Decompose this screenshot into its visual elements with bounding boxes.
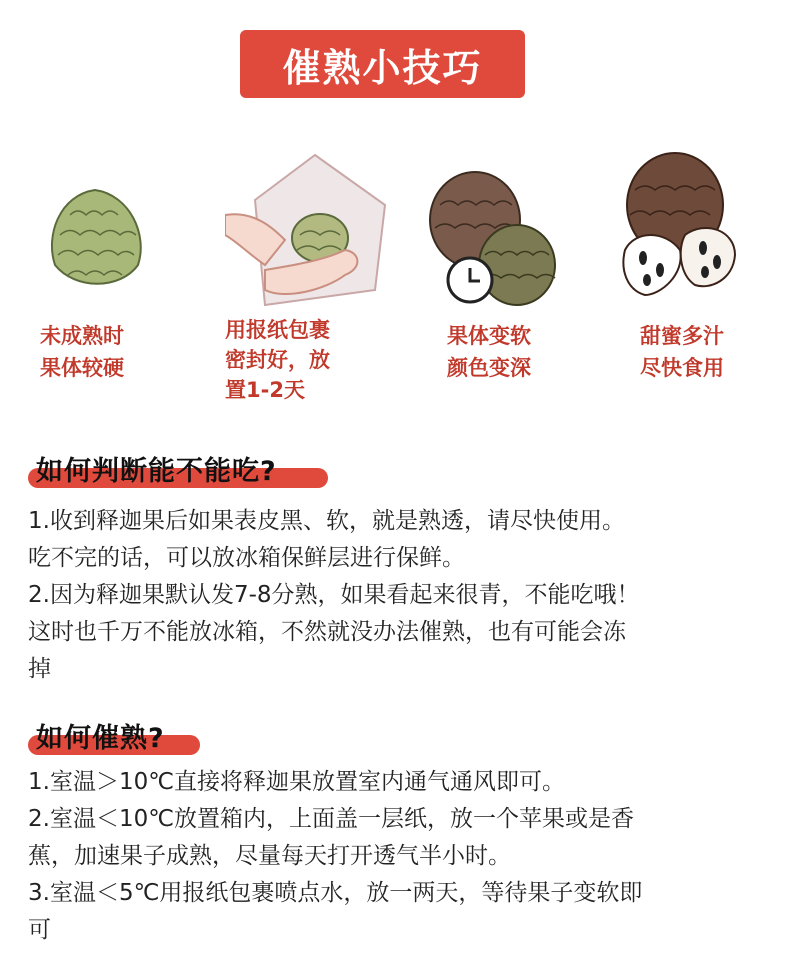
step-ripening-caption <box>447 320 637 384</box>
text-line: 3.室温＜5℃用报纸包裹喷点水，放一两天，等待果子变软即 <box>28 880 643 906</box>
section-judge-body <box>28 503 768 688</box>
section-ripen-heading <box>28 713 165 757</box>
text-line: 1.室温＞10℃直接将释迦果放置室内通气通风即可。 <box>28 769 566 795</box>
step-wrap <box>225 120 415 420</box>
newspaper-wrap-icon <box>225 140 415 320</box>
step-unripe <box>40 120 230 420</box>
caption-line: 果体较硬 <box>40 356 124 380</box>
text-line: 这时也千万不能放冰箱，不然就没办法催熟，也有可能会冻 <box>28 619 626 645</box>
page-title: 催熟小技巧 <box>240 30 525 98</box>
step-unripe-caption <box>40 320 230 384</box>
step-wrap-caption <box>225 315 415 405</box>
ripening-steps <box>0 120 790 420</box>
step-ready <box>615 120 790 420</box>
caption-line: 未成熟时 <box>40 324 124 348</box>
caption-line: 用报纸包裹 <box>225 318 330 342</box>
step-ripening <box>425 120 615 420</box>
caption-line: 甜蜜多汁 <box>640 324 724 348</box>
text-line: 可 <box>28 917 51 943</box>
text-line: 吃不完的话，可以放冰箱保鲜层进行保鲜。 <box>28 545 465 571</box>
cut-fruit-icon <box>615 140 740 305</box>
text-line: 2.室温＜10℃放置箱内，上面盖一层纸，放一个苹果或是香 <box>28 806 635 832</box>
text-line: 掉 <box>28 656 51 682</box>
text-line: 2.因为释迦果默认发7-8分熟，如果看起来很青，不能吃哦！ <box>28 582 640 608</box>
caption-line: 果体变软 <box>447 324 531 348</box>
ripening-clock-icon <box>425 140 565 310</box>
section-judge-heading <box>28 446 277 490</box>
caption-line: 尽快食用 <box>640 356 724 380</box>
caption-line: 颜色变深 <box>447 356 531 380</box>
text-line: 蕉，加速果子成熟，尽量每天打开透气半小时。 <box>28 843 511 869</box>
heading-text: 如何判断能不能吃? <box>36 455 277 487</box>
caption-line: 密封好，放 <box>225 348 330 372</box>
caption-line: 置1-2天 <box>225 378 305 402</box>
text-line: 1.收到释迦果后如果表皮黑、软，就是熟透，请尽快使用。 <box>28 508 625 534</box>
heading-text: 如何催熟? <box>36 722 165 754</box>
unripe-custard-apple-icon <box>40 140 150 290</box>
section-ripen-body <box>28 764 768 949</box>
step-ready-caption <box>640 320 790 384</box>
